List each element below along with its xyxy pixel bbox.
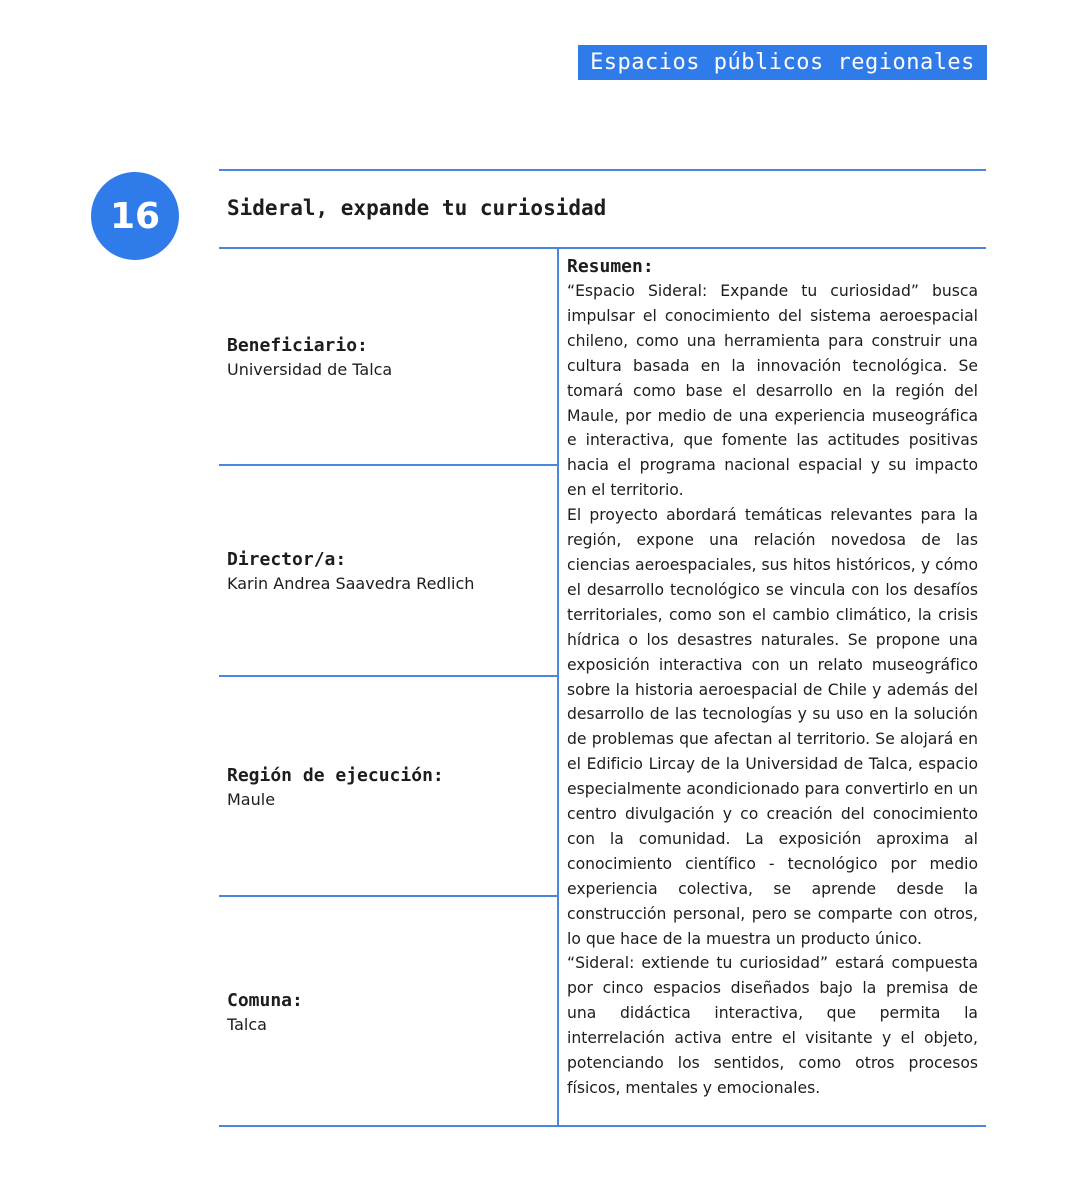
field-label: Región de ejecución: [227, 765, 444, 786]
field-value: Talca [227, 1015, 267, 1034]
summary-paragraph: “Sideral: extiende tu curiosidad” estará compuesta por cinco espacios diseñados bajo la premisa de una didáctica interactiva, que permita la interrelación activa entre el visitante y el objeto, potenciando los sentidos, como otros procesos físicos, mentales y emocionales. [567, 954, 978, 1097]
bottom-rule [219, 1125, 986, 1127]
field-region [227, 764, 547, 812]
summary-paragraph: “Espacio Sideral: Expande tu curiosidad” busca impulsar el conocimiento del sistema aeroespacial chileno, como una herramienta para construir una cultura basada en la innovación tecnológica. Se tomará como base el desarrollo en la región del Maule, por medio de una experiencia museográfica e interactiva, que fomente las actitudes positivas hacia el programa nacional espacial y su impacto en el territorio. [567, 282, 978, 500]
field-divider-3 [219, 895, 559, 897]
field-value: Karin Andrea Saavedra Redlich [227, 574, 475, 593]
field-label: Beneficiario: [227, 335, 368, 356]
field-label: Director/a: [227, 549, 347, 570]
summary-paragraph: El proyecto abordará temáticas relevantes para la región, expone una relación novedosa de las ciencias aeroespaciales, sus hitos históricos, y cómo el desarrollo tecnológico se vincula con los desafíos territoriales, como son el cambio climático, la crisis hídrica o los desastres naturales. Se propone una exposición interactiva con un relato museográfico sobre la historia aeroespacial de Chile y además del desarrollo de las tecnologías y su uso en la solución de problemas que afectan al territorio. Se alojará en el Edificio Lircay de la Universidad de Talca, espacio especialmente acondicionado para convertirlo en un centro divulgación y co creación del conocimiento con la comunidad. La exposición aproxima al conocimiento científico - tecnológico por medio experiencia colectiva, se aprende desde la construcción personal, pero se comparte con otros, lo que hace de la muestra un producto único. [567, 506, 978, 948]
section-tag: Espacios públicos regionales [578, 45, 987, 80]
field-value: Universidad de Talca [227, 360, 393, 379]
field-comuna [227, 989, 547, 1037]
field-divider-1 [219, 464, 559, 466]
field-value: Maule [227, 790, 276, 809]
column-divider [557, 247, 559, 1127]
title-rule [219, 247, 986, 249]
field-beneficiario [227, 334, 547, 382]
project-number-badge: 16 [91, 172, 179, 260]
top-rule [219, 169, 986, 171]
summary-label: Resumen: [567, 256, 654, 277]
summary-block [567, 255, 978, 1101]
field-divider-2 [219, 675, 559, 677]
field-label: Comuna: [227, 990, 303, 1011]
field-director [227, 548, 547, 596]
project-title: Sideral, expande tu curiosidad [227, 196, 607, 220]
